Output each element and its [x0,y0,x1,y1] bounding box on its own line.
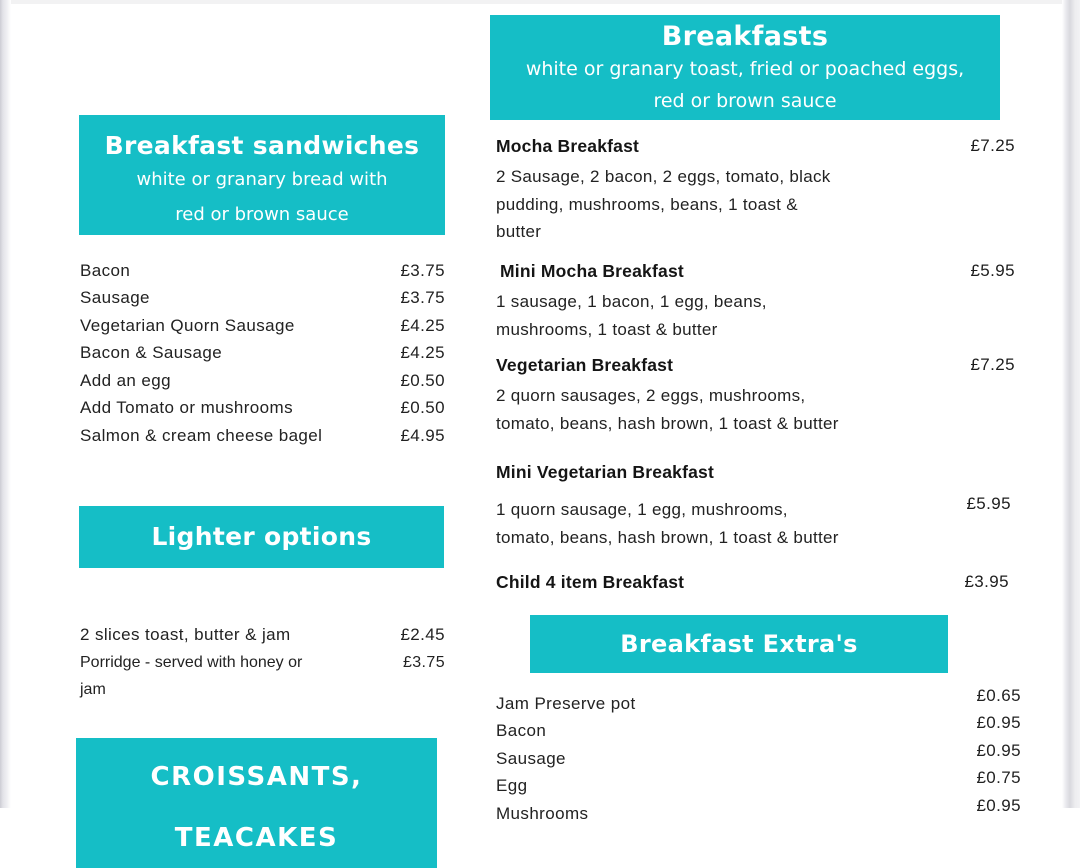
entry-description: 2 quorn sausages, 2 eggs, mushrooms, tomato, beans, hash brown, 1 toast & butter [496,386,839,433]
section-title-line1: CROISSANTS, [150,762,363,792]
entry-description: 1 quorn sausage, 1 egg, mushrooms, tomato, beans, hash brown, 1 toast & butter [496,500,839,547]
item-name: Jam Preserve pot [496,693,636,713]
photo-edge-right [1062,0,1080,808]
menu-item-row [496,740,1021,773]
section-subtitle-line1: white or granary bread with [136,169,388,190]
menu-entry-vegetarian-breakfast [496,353,1015,437]
entry-price: £5.95 [970,261,1015,280]
entry-name: Child 4 item Breakfast [496,572,685,592]
item-name: Add an egg [80,370,171,390]
item-price: £4.25 [400,343,445,363]
item-name: Bacon & Sausage [80,343,223,363]
menu-entry-mini-vegetarian-breakfast [496,460,1015,551]
section-title-line2-clipped: TEACAKES [174,823,339,853]
menu-item-row [80,285,445,313]
item-price: £0.50 [400,398,445,418]
lighter-options-list [80,621,445,704]
section-header-lighter-options [79,506,444,568]
item-name: Mushrooms [496,803,589,823]
item-price: £3.75 [400,288,445,308]
section-header-croissants [76,738,437,868]
item-name: Vegetarian Quorn Sausage [80,315,295,335]
entry-name: Mini Vegetarian Breakfast [496,462,714,482]
item-price: £0.95 [976,795,1021,815]
section-subtitle-line2: red or brown sauce [653,90,837,112]
menu-item-row [80,422,445,450]
section-title: Breakfast Extra's [620,630,858,658]
menu-item-row-clipped [496,795,1021,828]
entry-name: Mini Mocha Breakfast [500,261,684,281]
menu-item-row [80,621,445,649]
menu-item-row [496,713,1021,746]
item-price: £0.50 [400,370,445,390]
item-price: £3.75 [400,260,445,280]
menu-item-row [80,649,445,704]
item-name: Egg [496,776,528,796]
item-name: Add Tomato or mushrooms [80,398,293,418]
breakfast-extras-list [496,685,1021,828]
entry-name: Mocha Breakfast [496,136,640,156]
item-name: 2 slices toast, butter & jam [80,624,291,644]
item-price: £3.75 [402,653,445,671]
menu-item-row [80,395,445,423]
menu-item-row [80,367,445,395]
item-price: £0.95 [976,713,1021,733]
entry-name: Vegetarian Breakfast [496,355,674,375]
entry-price: £3.95 [964,572,1009,591]
menu-entry-child-breakfast [496,570,1015,594]
photo-edge-left [0,0,11,808]
item-price: £0.95 [976,740,1021,760]
item-name: Sausage [496,748,566,768]
section-subtitle-line2: red or brown sauce [175,204,349,225]
item-name [80,649,302,704]
item-name: Salmon & cream cheese bagel [80,425,323,445]
item-name-line1: Porridge - served with honey or [80,653,303,671]
menu-item-row [496,768,1021,801]
menu-entry-mini-mocha-breakfast [496,259,1015,343]
item-price: £0.65 [976,685,1021,705]
item-name: Sausage [80,288,150,308]
menu-entry-mocha-breakfast [496,134,1015,246]
breakfast-sandwiches-list [80,257,445,450]
entry-description: 1 sausage, 1 bacon, 1 egg, beans, mushrooms, 1 toast & butter [496,292,767,339]
menu-item-row [496,685,1021,718]
section-title: Lighter options [151,522,372,551]
section-subtitle-line1: white or granary toast, fried or poached eggs, [525,58,965,80]
item-name: Bacon [496,721,547,741]
item-name-line2: jam [80,681,106,698]
entry-price: £7.25 [970,136,1015,155]
section-header-breakfast-extras [530,615,948,673]
entry-price: £5.95 [966,494,1011,513]
item-price: £2.45 [400,624,445,644]
section-title: Breakfasts [661,21,829,52]
item-price: £4.25 [400,315,445,335]
item-price: £4.95 [400,425,445,445]
section-title: Breakfast sandwiches [104,131,420,160]
menu-item-row [80,312,445,340]
menu-item-row [80,340,445,368]
entry-price: £7.25 [970,355,1015,374]
section-header-breakfast-sandwiches [79,115,445,235]
photo-edge-top [11,0,1062,4]
entry-description: 2 Sausage, 2 bacon, 2 eggs, tomato, black pudding, mushrooms, beans, 1 toast & butter [496,167,831,241]
item-name: Bacon [80,260,131,280]
section-header-breakfasts [490,15,1000,120]
item-price: £0.75 [976,768,1021,788]
menu-item-row [80,257,445,285]
